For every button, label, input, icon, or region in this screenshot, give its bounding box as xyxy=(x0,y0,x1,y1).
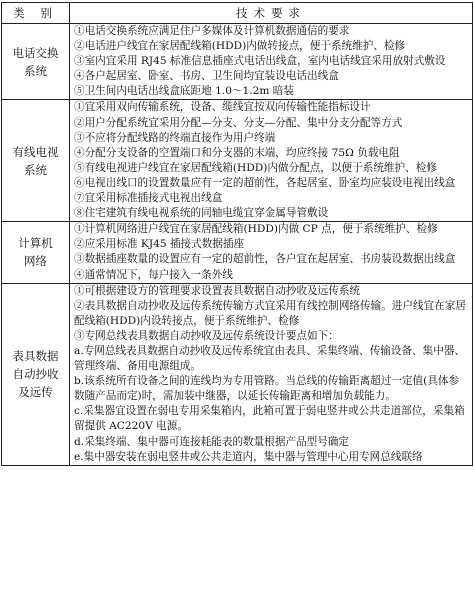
requirement-item: ②应采用标准 KJ45 插接式数据插座 xyxy=(74,238,245,251)
category-line: 自动抄收 xyxy=(12,367,59,382)
table-body xyxy=(2,24,473,466)
requirement-item: ⑧住宅建筑有线电视系统的同轴电缆宜穿金属导管敷设 xyxy=(74,207,329,220)
requirement-item: c.采集器宜设置在弱电专用采集箱内，此箱可置于弱电竖井或公共走道部位，采集箱留提供 AC220V 电源。 xyxy=(74,405,465,433)
section-row xyxy=(2,100,473,222)
category-line: 表具数据 xyxy=(12,349,59,364)
requirement-item: ④分配分支设备的空置端口和分支器的末端，均应终接 75Ω 负载电阻 xyxy=(74,146,400,159)
header-requirement: 技术要求 xyxy=(70,3,473,24)
header-category: 类 别 xyxy=(2,3,70,24)
category-line: 系统 xyxy=(24,162,47,177)
section-category xyxy=(2,283,70,465)
category-line: 系统 xyxy=(24,63,47,78)
section-row xyxy=(2,222,473,283)
requirement-item: ③室内宜采用 RJ45 标准信息插座式电话出线盒，室内电话线宜采用放射式敷设 xyxy=(74,55,446,68)
requirement-item: ④通常情况下，每户接入一条外线 xyxy=(74,268,233,281)
requirement-item: ④各户起居室、卧室、书房、卫生间均宜装设电话出线盒 xyxy=(74,70,339,83)
section-category xyxy=(2,100,70,222)
section-requirements xyxy=(70,222,473,283)
section-row xyxy=(2,24,473,100)
category-line: 计算机 xyxy=(18,236,53,251)
header-row xyxy=(2,3,473,24)
requirement-item: ①计算机网络进户线宜在家居配线箱(HDD)内做 CP 点，便于系统维护、检修 xyxy=(74,223,438,236)
requirement-item: ①宜采用双向传输系统，设备、缆线宜按双向传输性能指标设计 xyxy=(74,101,371,114)
requirement-item: ①电话交换系统应满足住户多媒体及计算机数据通信的要求 xyxy=(74,25,350,37)
category-line: 网络 xyxy=(24,254,47,269)
requirement-item: d.采集终端、集中器可连接耗能表的数量根据产品型号确定 xyxy=(74,435,349,448)
section-requirements xyxy=(70,100,473,222)
section-row xyxy=(2,283,473,465)
section-category xyxy=(2,24,70,100)
requirement-item: ⑤有线电视进户线宜在家居配线箱(HDD)内做分配点，以便于系统维护、检修 xyxy=(74,161,437,174)
requirement-item: a.专网总线表具数据自动抄收及远传系统宜由表具、采集终端、传输设备、集中器、管理终端、备用电源组成。 xyxy=(74,344,466,373)
category-line: 电话交换 xyxy=(12,45,59,60)
requirement-item: ⑥电视出线口的设置数量应有一定的超前性，各起居室、卧室均应装设电视出线盒 xyxy=(74,176,456,189)
requirement-item: ③不应将分配线路的终端直接作为用户终端 xyxy=(74,131,276,144)
requirement-item: ⑤卫生间内电话出线盒底距地 1.0～1.2m 暗装 xyxy=(74,85,294,98)
requirement-item: ②电话进户线宜在家居配线箱(HDD)内做转接点，便于系统维护、检修 xyxy=(74,40,406,53)
requirement-item: ③数据插座数量的设置应有一定的超前性，各户宜在起居室、书房装设数据出线盒 xyxy=(74,253,456,266)
requirement-item: b.该系统所有设备之间的连线均为专用管路。当总线的传输距离超过一定值(具体参数随产品而定)时，需加装中继器，以延长传输距离和增加负载能力。 xyxy=(74,375,460,403)
category-line: 及远传 xyxy=(18,385,53,400)
requirement-item: ⑦宜采用标准插接式电视出线盒 xyxy=(74,192,223,205)
requirement-item: ①可根据建设方的管理要求设置表具数据自动抄收及远传系统 xyxy=(74,284,361,297)
requirement-item: ③专网总线表具数据自动抄收及远传系统设计要点如下： xyxy=(74,329,339,342)
section-requirements xyxy=(70,24,473,100)
category-line: 有线电视 xyxy=(12,144,59,159)
section-category xyxy=(2,222,70,283)
requirement-item: e.集中器安装在弱电竖井或公共走道内，集中器与管理中心用专网总线联络 xyxy=(74,450,423,463)
requirements-table xyxy=(1,2,473,466)
section-requirements xyxy=(70,283,473,465)
requirement-item: ②表具数据自动抄收及远传系统传输方式宜采用有线控制网络传输。进户线宜在家居配线箱(HDD)内设转接点，便于系统维护、检修 xyxy=(74,299,466,327)
requirement-item: ②用户分配系统宜采用分配—分支、分支—分配、集中分支分配等方式 xyxy=(74,116,403,129)
